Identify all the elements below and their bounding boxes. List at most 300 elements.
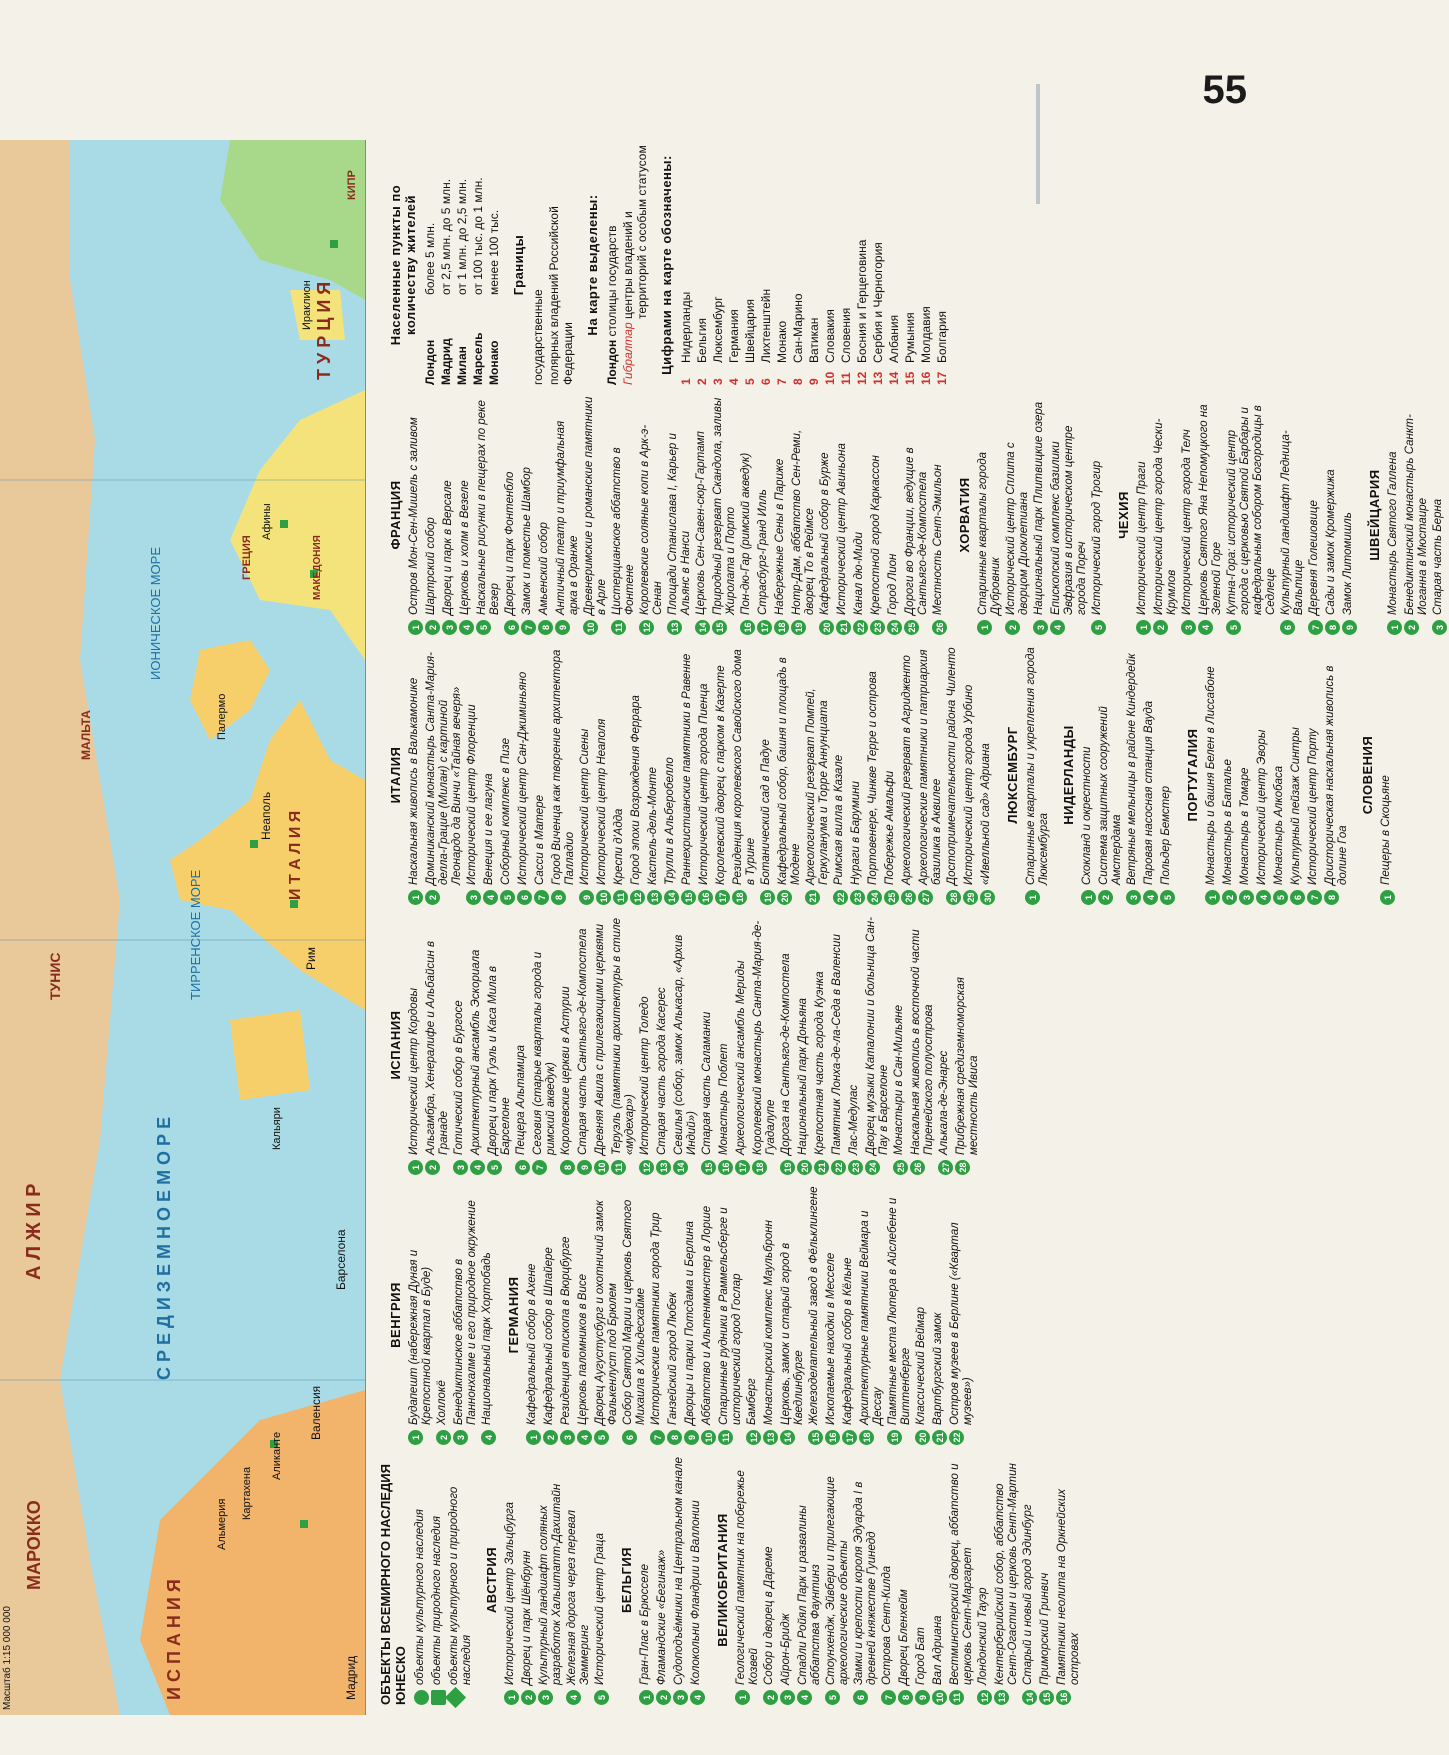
site-name: Исторический центр Сплита с дворцом Диоклетиана [1005,442,1030,615]
country-number: 12 [855,371,869,385]
site-number-badge: 2 [1222,890,1237,905]
legend-site-item [466,645,481,905]
site-name: Севилья (собор, замок Алькасар, «Архив Индий») [673,934,698,1155]
site-number-badge: 14 [695,620,710,635]
site-number-badge: 2 [656,1690,671,1705]
site-name: Колокольни Фландрии и Валлонии [690,1500,702,1685]
site-number-badge: 25 [904,620,919,635]
site-number-badge: 15 [701,1160,716,1175]
legend-group-list [484,1455,1082,1705]
site-number-badge: 4 [797,1690,812,1705]
population-range: менее 100 тыс. [487,209,501,295]
site-name: Памятник Лонха-де-ла-Седа в Валенсии [831,934,843,1155]
site-name: Приморский Гринвич [1039,1572,1051,1685]
legend-site-item [963,645,978,905]
legend-site-item [867,645,882,905]
legend-site-item [701,915,716,1175]
site-number-badge: 8 [1324,890,1339,905]
site-number-badge: 18 [774,620,789,635]
legend-site-item [977,1455,992,1705]
site-name: Наскальные рисунки в пещерах по реке Везер [476,400,501,615]
site-name: Старинные кварталы города Дубровник [977,452,1002,615]
legend-site-item [915,1455,930,1705]
city-label: Валенсия [309,1385,323,1440]
site-name: Древнеримские и романские памятники в Арле [583,396,608,615]
site-number-badge: 8 [898,1690,913,1705]
site-number-badge: 12 [977,1690,992,1705]
site-name: Пон-дю-Гар (римский акведук) [740,452,752,615]
site-number-badge: 21 [814,1160,829,1175]
site-number-badge: 7 [534,890,549,905]
legend-site-item [735,915,750,1175]
legend-site-item [459,395,474,635]
site-number-badge: 1 [735,1690,750,1705]
site-number-badge: 21 [805,890,820,905]
legend-site-item [650,1185,665,1445]
population-city: Монако [487,340,501,385]
site-name: Классический Веймар [915,1306,927,1425]
site-name: Остров Мон-Сен-Мишель с заливом [408,417,420,615]
legend-site-item [1050,395,1089,635]
site-name: Замки и крепости короля Эдуарда I в древней княжестве Гуинедд [853,1481,878,1685]
site-name: Кафедральный собор в Бурже [819,452,831,615]
country-name: Монако [775,320,789,363]
country-name: Словакия [823,309,837,363]
legend-site-item [639,915,654,1175]
population-range: от 1 млн. до 2,5 млн. [455,178,469,295]
legend-site-item [1136,395,1151,635]
numbered-country-row [695,145,709,385]
site-name: Ганзейский город Любек [667,1292,679,1425]
numbered-country-row [791,145,805,385]
site-name: Схокланд и окрестности [1081,746,1093,885]
site-name: Готический собор в Бургосе [453,1000,465,1155]
site-number-badge: 3 [1033,620,1048,635]
site-number-badge: 16 [698,890,713,905]
site-number-badge: 19 [791,620,806,635]
legend-site-item [1432,395,1447,635]
legend-country-heading: ЛЮКСЕМБУРГ [1005,726,1020,824]
city-label: Палермо [216,693,228,740]
site-name: Наскальная живопись в Валькамонике [408,677,420,885]
site-number-badge: 8 [667,1430,682,1445]
site-name: «Ивелльной сад» Адриана [980,743,992,885]
site-number-badge: 6 [622,1430,637,1445]
site-name: Польдер Бемстер [1160,786,1172,885]
site-name: Стадли Ройял Парк и развалины аббатства Фаунтинз [797,1505,822,1685]
legend-site-item [436,1185,451,1445]
country-label-italy: И Т А Л И Я [287,810,304,900]
site-name: Сеговия (старые кварталы города и римский акведук) [532,951,557,1155]
site-number-badge: 11 [611,620,626,635]
site-name: Исторический город Трогир [1091,460,1103,615]
site-number-badge: 1 [1387,620,1402,635]
site-name: Крепостная часть города Куэнка [814,971,826,1155]
site-number-badge: 5 [1160,890,1175,905]
map-panel [0,140,366,1715]
site-number-badge: 25 [893,1160,908,1175]
population-row [487,145,501,385]
legend-site-item [611,395,637,635]
country-number: 13 [871,371,885,385]
legend-country-heading: ШВЕЙЦАРИЯ [1367,469,1382,561]
site-number-badge: 9 [684,1430,699,1445]
site-number-badge: 12 [639,1160,654,1175]
site-number-badge: 13 [994,1690,1009,1705]
site-number-badge: 6 [515,1160,530,1175]
site-number-badge: 4 [1198,620,1213,635]
site-name: Археологический ансамбль Мериды [735,960,747,1155]
legend-country-heading: ФРАНЦИЯ [388,480,403,550]
legend-site-item [833,645,848,905]
site-number-badge: 10 [596,890,611,905]
site-number-badge: 15 [1039,1690,1054,1705]
site-name: Исторический центр города Пиенца [698,683,710,885]
site-name: Побережье Амальфи [884,770,896,885]
legend-site-item [476,395,502,635]
site-number-badge: 11 [949,1690,964,1705]
site-number-badge: 2 [543,1430,558,1445]
numbered-country-row [807,145,821,385]
city-label: Аликанте [271,1431,283,1480]
site-number-badge: 4 [566,1690,581,1705]
legend-site-item [583,395,609,635]
site-number-badge: 15 [712,620,727,635]
site-number-badge: 16 [1056,1690,1071,1705]
legend-country-heading: АВСТРИЯ [484,1546,499,1614]
site-name: Старая часть Саламанки [701,1011,713,1155]
sea-label-ionian: ИОНИЧЕСКОЕ МОРЕ [148,546,163,680]
country-label-spain: И С П А Н И Я [164,1579,184,1700]
legend-country-heading: ЧЕХИЯ [1116,491,1131,539]
site-name: Монастырь Алкобаса [1273,765,1285,885]
legend-site-item [865,915,891,1175]
legend-country-heading: ХОРВАТИЯ [957,477,972,553]
site-number-badge: 10 [594,1160,609,1175]
legend-site-item [994,1455,1020,1705]
site-name: Резиденция королевского Савойского дома в Турине [732,649,757,885]
site-number-badge: 7 [1307,890,1322,905]
cultural-site-icon [414,1690,429,1705]
legend-site-item [977,395,1003,635]
site-name: Страсбург-Гранд Илль [757,489,769,615]
site-name: Площади Станислава I, Карьер и Альянс в Нанси [667,433,692,615]
site-name: Кентерберийский собор, аббатство Сент-Огастин и церковь Сент-Мартин [994,1463,1019,1685]
site-name: Бенедиктинское аббатство в Паннонхалме и его природное окружение [453,1200,478,1425]
legend-site-item [1342,395,1357,635]
site-name: Бамберг [746,1378,758,1425]
legend-site-item [904,395,930,635]
population-city: Лондон [423,339,437,385]
site-number-badge: 4 [459,620,474,635]
site-number-badge: 5 [594,1690,609,1705]
legend-site-item [521,1455,536,1705]
site-number-badge: 24 [865,1160,880,1175]
legend-site-item [1226,395,1278,635]
site-number-badge: 7 [532,1160,547,1175]
country-number: 11 [839,372,853,385]
site-name: Стоунхендж, Эйвбери и прилегающие археологические объекты [825,1476,850,1685]
legend-site-item [647,645,662,905]
site-number-badge: 5 [1091,620,1106,635]
site-number-badge: 2 [1005,620,1020,635]
site-name: Монастыри в Сан-Мильяне [893,1004,905,1155]
numbered-country-row [727,145,741,385]
country-name: Германия [727,309,741,363]
legend-site-item [656,1455,671,1705]
site-number-badge: 1 [1380,890,1395,905]
legend-site-item [425,915,451,1175]
legend-country-heading: ПОРТУГАЛИЯ [1185,728,1200,822]
legend-site-item [938,915,953,1175]
legend-site-item [763,1455,778,1705]
site-name: Церковь Святого Яна Непомуцкого на Зеленой Горе [1198,404,1223,615]
legend-site-item [639,1455,654,1705]
country-label-malta: МАЛЬТА [79,710,93,760]
population-row [423,145,437,385]
page-number: 55 [1202,68,1247,112]
site-number-badge: 7 [1308,620,1323,635]
legend-site-item [853,1455,879,1705]
site-number-badge: 26 [932,620,947,635]
highlighted-title: На карте выделены: [585,194,600,336]
site-name: Монастырский комплекс Маульбронн [763,1219,775,1425]
legend-site-item [955,915,981,1175]
site-number-badge: 18 [752,1160,767,1175]
legend-site-item [763,1185,778,1445]
numbered-country-row [679,145,693,385]
site-number-badge: 20 [819,620,834,635]
legend-site-item [453,915,468,1175]
legend-site-item [1181,395,1196,635]
site-number-badge: 30 [980,890,995,905]
site-name: Монастырь в Томаре [1239,767,1251,885]
legend-site-item [1324,645,1350,905]
site-number-badge: 9 [579,890,594,905]
site-name: Кафедральный собор в Шпайере [543,1247,555,1425]
legend-site-item [887,395,902,635]
site-name: Церковь Сен-Савен-сюр-Гартамп [695,431,707,615]
legend-site-item [1387,395,1402,635]
site-number-badge: 5 [487,1160,502,1175]
legend-site-item [910,915,936,1175]
site-name: Альгамбра, Хенералифе и Альбайсин в Гранаде [425,940,450,1155]
population-city: Мадрид [439,338,453,385]
country-name: Болгария [935,311,949,363]
site-name: Дворец и парк Шёнбрунн [521,1550,533,1685]
legend-site-item [1153,395,1179,635]
country-number: 15 [903,371,917,385]
legend-site-item [470,915,485,1175]
site-number-badge: 8 [551,890,566,905]
legend-site-item [780,1455,795,1705]
site-number-badge: 4 [483,890,498,905]
site-name: Памятные места Лютера в Айслебене и Виттенберге [887,1197,912,1425]
legend-site-item [656,915,671,1175]
site-name: Портовенере, Чинкве Терре и острова [867,671,879,885]
site-name: Шартрский собор [425,517,437,615]
legend-site-item [1256,645,1271,905]
site-name: Античный театр и триумфальная арка в Оранже [555,420,580,615]
legend-site-item [442,395,457,635]
site-number-badge: 14 [1022,1690,1037,1705]
legend-site-item [555,395,581,635]
site-number-badge: 7 [881,1690,896,1705]
site-name: Исторический центр города Урбино [963,684,975,885]
site-name: Археологический резерват в Агридженто [901,655,913,885]
legend-site-item [453,1185,479,1445]
site-name: Острова Сент-Килда [881,1565,893,1685]
site-number-badge: 1 [1081,890,1096,905]
site-number-badge: 9 [577,1160,592,1175]
legend-site-item [630,645,645,905]
country-label-greece: ГРЕЦИЯ [241,535,253,580]
legend-site-item [1033,395,1048,635]
site-name: Город эпохи Возрождения Феррара [630,695,642,885]
country-number: 2 [695,378,709,385]
site-number-badge: 3 [538,1690,553,1705]
site-number-badge: 2 [436,1430,451,1445]
country-number: 7 [775,378,789,385]
site-name: Старый и новый город Эдинбург [1022,1504,1034,1685]
country-number: 6 [759,378,773,385]
site-number-badge: 9 [1342,620,1357,635]
legend-site-item [760,645,775,905]
site-name: Культурный пейзаж Синтры [1290,727,1302,885]
legend-site-item [695,395,710,635]
site-name: Церковь и холм в Везеле [459,480,471,615]
numbered-country-row [935,145,949,385]
border-row: полярных владений Российской Федерации [547,206,575,385]
country-number: 9 [807,378,821,385]
legend-site-item [780,1185,806,1445]
site-number-badge: 3 [466,890,481,905]
site-number-badge: 23 [850,890,865,905]
site-name: Дворцы и парки Потсдама и Берлина [684,1221,696,1425]
legend-site-item [887,1185,913,1445]
legend-site-item [594,1455,609,1705]
site-number-badge: 14 [664,890,679,905]
site-name: Крепостной город Каркассон [870,455,882,615]
country-name: Швейцария [743,298,757,363]
city-label: Рим [304,947,318,970]
legend-site-item [1308,395,1323,635]
site-number-badge: 1 [1205,890,1220,905]
site-name: Вартбургский замок [932,1312,944,1425]
site-number-badge: 3 [442,620,457,635]
site-number-badge: 16 [718,1160,733,1175]
legend-site-item [735,1455,761,1705]
site-number-badge: 28 [946,890,961,905]
natural-site-icon [431,1690,446,1705]
site-number-badge: 6 [1290,890,1305,905]
site-name: Трулли в Альберобелло [664,757,676,885]
country-name: Босния и Герцеговина [855,239,869,363]
legend-country-heading: БЕЛЬГИЯ [619,1546,634,1614]
site-name: Наскальная живопись в восточной части Пиренейского полуострова [910,929,935,1155]
legend-site-item [611,915,637,1175]
site-number-badge: 23 [848,1160,863,1175]
site-number-badge: 1 [408,1160,423,1175]
legend-site-item [814,915,829,1175]
population-rows [423,145,501,385]
site-name: Пещеры в Скоцьяне [1380,775,1392,885]
legend-site-item [579,645,594,905]
legend-country-heading: СЛОВЕНИЯ [1360,735,1375,815]
legend-site-item [898,1455,913,1705]
site-name: Исторический центр Кордовы [408,987,420,1155]
site-number-badge: 8 [538,620,553,635]
mixed-site-icon [445,1687,466,1708]
legend-site-item [831,915,846,1175]
legend-site-item [1160,645,1175,905]
legend-site-item [596,645,611,905]
site-number-badge: 22 [853,620,868,635]
site-name: Исторический центр Праги [1136,461,1148,615]
site-name: Аббатство и Альтенмюнстер в Лорше [701,1205,713,1425]
site-number-badge: 5 [594,1430,609,1445]
site-number-badge: 9 [915,1690,930,1705]
legend-col-2 [378,1185,977,1445]
legend-site-item [752,915,778,1175]
population-city: Марсель [471,332,485,385]
site-name: Лас-Медулас [848,1084,860,1155]
site-number-badge: 3 [1126,890,1141,905]
site-number-badge: 11 [611,1160,626,1175]
legend-main-title: ОБЪЕКТЫ ВСЕМИРНОГО НАСЛЕДИЯ ЮНЕСКО [378,1464,408,1705]
site-marker [290,900,298,908]
legend-site-item [425,395,440,635]
numbered-country-row [743,145,757,385]
country-number: 17 [935,371,949,385]
city-label: Мадрид [344,1655,358,1700]
site-name: Айрон-Бридж [780,1613,792,1685]
site-name: Город Лион [887,553,899,615]
legend-site-item [515,915,530,1175]
site-name: Железоделательный завод в Фёльклингене [808,1186,820,1425]
legend-site-item [746,1185,761,1445]
site-name: Римская вилла в Казале [833,754,845,885]
legend-country-heading: НИДЕРЛАНДЫ [1061,725,1076,825]
country-number: 10 [823,371,837,385]
site-name: Будапешт (набережная Дуная и Крепостной квартал в Буде) [408,1249,433,1425]
population-city: Милан [455,346,469,385]
numbered-country-row [759,145,773,385]
site-number-badge: 20 [915,1430,930,1445]
sea-label-tyrrhenian: ТИРРЕНСКОЕ МОРЕ [188,869,203,1000]
site-number-badge: 7 [650,1430,665,1445]
site-name: Собор Святой Марии и церковь Святого Михаила в Хильдесхайме [622,1199,647,1425]
site-name: Церковь паломников в Висе [577,1274,589,1425]
legend-site-item [594,915,609,1175]
legend-site-item [577,1185,592,1445]
legend-site-item [1239,645,1254,905]
site-name: Исторический центр Неаполя [596,718,608,885]
site-number-badge: 22 [949,1430,964,1445]
borders-title: Границы [511,234,526,296]
site-number-badge: 19 [780,1160,795,1175]
legend-site-item [701,1185,716,1445]
site-name: Королевские соляные копи в Арк-э-Сенан [639,424,664,615]
site-name: Дороги во Франции, ведущие в Сантьяго-де-Компостела [904,447,929,615]
site-number-badge: 28 [955,1160,970,1175]
legend-site-item [718,1185,744,1445]
legend-site-item [1325,395,1340,635]
legend-site-item [780,915,795,1175]
country-name: Молдавия [919,306,933,363]
site-number-badge: 1 [408,890,423,905]
site-name: Кутна-Гора: исторический центр города с церковью Святой Барбары и кафедральным собором Богородицы в Седлеце [1226,405,1277,615]
